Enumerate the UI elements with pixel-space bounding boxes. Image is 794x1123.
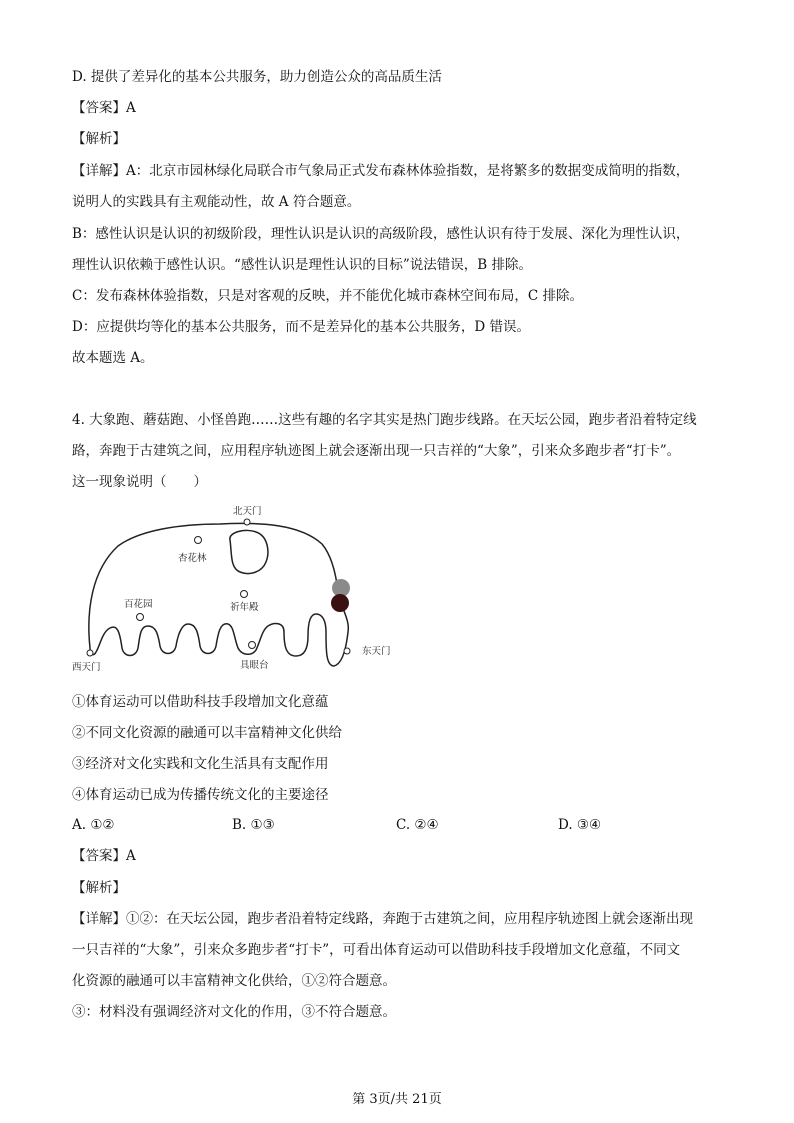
q4-stem-3: 这一现象说明（ ） xyxy=(72,474,207,490)
label-baihua-garden: 百花园 xyxy=(124,599,153,610)
label-apricot-forest: 杏花林 xyxy=(178,553,207,564)
option-d: D. ③④ xyxy=(558,817,602,833)
elephant-route-map xyxy=(60,500,420,680)
apricot-forest-marker xyxy=(195,537,202,544)
statement-1: ①体育运动可以借助科技手段增加文化意蕴 xyxy=(72,694,329,710)
answer-tag: 【答案】 xyxy=(72,100,126,116)
answer-line xyxy=(72,98,136,118)
elephant-route-path xyxy=(89,523,348,666)
north-gate-marker xyxy=(244,519,250,525)
option-d-text: D. 提供了差异化的基本公共服务，助力创造公众的高品质生活 xyxy=(72,69,442,85)
b-analysis-1: B：感性认识是认识的初级阶段，理性认识是认识的高级阶段，感性认识有待于发展、深化为理性认识， xyxy=(72,226,690,242)
q4-stem-1: 4. 大象跑、蘑菇跑、小怪兽跑……这些有趣的名字其实是热门跑步线路。在天坛公园，跑步者沿着特定线 xyxy=(72,412,697,428)
q4-detail-3: 化资源的融通可以丰富精神文化供给，①②符合题意。 xyxy=(72,973,396,989)
qinian-hall-marker xyxy=(241,591,248,598)
detail-tag: 【详解】 xyxy=(72,163,126,179)
conclusion: 故本题选 A。 xyxy=(72,350,154,366)
statement-4: ④体育运动已成为传播传统文化的主要途径 xyxy=(72,787,329,803)
c-analysis: C：发布森林体验指数，只是对客观的反映，并不能优化城市森林空间布局，C 排除。 xyxy=(72,288,583,304)
q4-detail-4: ③：材料没有强调经济对文化的作用，③不符合题意。 xyxy=(72,1004,396,1020)
q4-answer-value: A xyxy=(126,848,136,864)
elephant-ear-path xyxy=(230,530,268,573)
statement-3: ③经济对文化实践和文化生活具有支配作用 xyxy=(72,756,329,772)
label-east-gate: 东天门 xyxy=(362,646,391,657)
baihua-garden-marker xyxy=(137,614,144,621)
q4-detail-text: ①②：在天坛公园，跑步者沿着特定线路，奔跑于古建筑之间，应用程序轨迹图上就会逐渐出现 xyxy=(126,911,693,927)
b-analysis-2: 理性认识依赖于感性认识。“感性认识是理性认识的目标”说法错误，B 排除。 xyxy=(72,257,533,273)
q4-answer-tag: 【答案】 xyxy=(72,848,126,864)
page-footer: 第 3页/共 21页 xyxy=(352,1092,442,1107)
label-north-gate: 北天门 xyxy=(233,506,262,517)
q4-answer-line xyxy=(72,846,136,866)
label-juyan-terrace: 具眼台 xyxy=(240,660,269,671)
juyan-terrace-marker xyxy=(249,642,256,649)
dark-position-dot xyxy=(331,594,349,612)
q4-stem-2: 路，奔跑于古建筑之间，应用程序轨迹图上就会逐渐出现一只吉祥的“大象”，引来众多跑步者“打卡”。 xyxy=(72,443,681,459)
detail-text: A：北京市园林绿化局联合市气象局正式发布森林体验指数，是将繁多的数据变成简明的指数， xyxy=(126,163,690,179)
label-qinian-hall: 祈年殿 xyxy=(230,602,259,613)
q4-detail-2: 一只吉祥的“大象”，引来众多跑步者“打卡”，可看出体育运动可以借助科技手段增加文化意蕴，不同文 xyxy=(72,942,681,958)
label-west-gate: 西天门 xyxy=(72,662,101,673)
d-analysis: D：应提供均等化的基本公共服务，而不是差异化的基本公共服务，D 错误。 xyxy=(72,319,530,335)
q4-detail-1 xyxy=(72,909,693,929)
east-gate-marker xyxy=(344,648,350,654)
q4-detail-tag: 【详解】 xyxy=(72,911,126,927)
statement-2: ②不同文化资源的融通可以丰富精神文化供给 xyxy=(72,725,342,741)
analysis-tag: 【解析】 xyxy=(72,131,126,147)
answer-value: A xyxy=(126,100,136,116)
detail-line-1 xyxy=(72,161,689,181)
option-a: A. ①② xyxy=(72,817,115,833)
west-gate-marker xyxy=(87,650,93,656)
q4-analysis-tag: 【解析】 xyxy=(72,880,126,896)
option-c: C. ②④ xyxy=(396,817,439,833)
option-b: B. ①③ xyxy=(232,817,275,833)
detail-line-2: 说明人的实践具有主观能动性，故 A 符合题意。 xyxy=(72,194,361,210)
